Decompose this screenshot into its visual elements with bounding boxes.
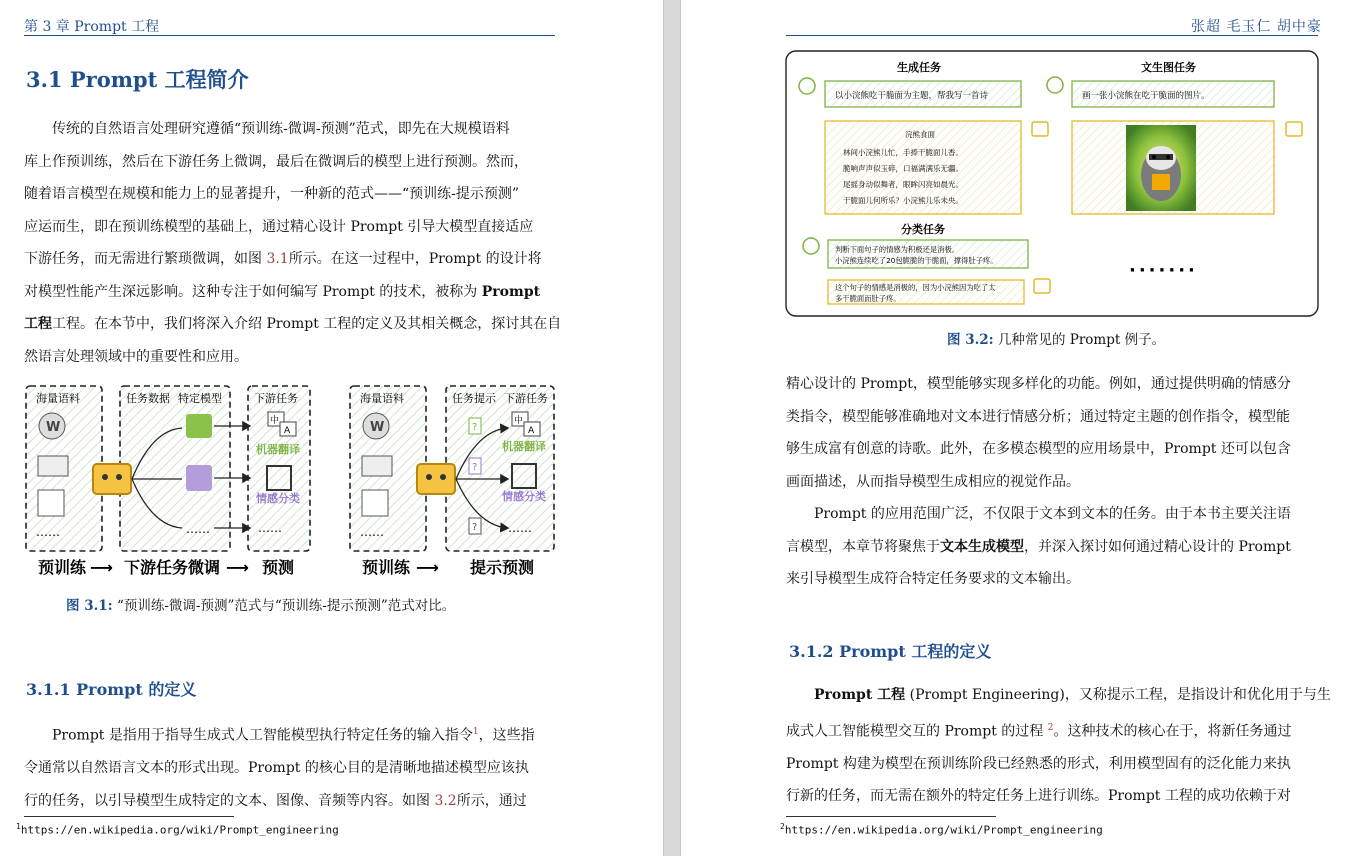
dots-label: …… xyxy=(36,525,60,539)
mt-label: 机器翻译 xyxy=(256,443,300,456)
text-line: Prompt 工程 (Prompt Engineering)，又称提示工程，是指设计和优化用于与生 xyxy=(814,687,1331,703)
text-line: 令通常以自然语言文本的形式出现。Prompt 的核心目的是清晰地描述模型应该执 xyxy=(24,760,529,777)
footnote-1: $^1$https://en.wikipedia.org/wiki/Prompt_engineering xyxy=(16,822,339,837)
running-header-left: 第 3 章 Prompt 工程 xyxy=(24,19,160,35)
task-prompt-label: 任务提示 xyxy=(452,392,496,405)
flow-prompt-predict: 提示预测 xyxy=(470,558,535,577)
left-page xyxy=(0,0,663,856)
text-line: 随着语言模型在规模和能力上的显著提升，一种新的范式——“预训练-提示预测” xyxy=(24,186,520,202)
engineering-paragraph xyxy=(786,679,1331,813)
user-smiley-icon xyxy=(799,78,815,94)
robot-icon xyxy=(93,464,131,494)
svg-text:⟶: ⟶ xyxy=(416,558,439,577)
user-smiley-icon xyxy=(1047,77,1063,93)
header-rule xyxy=(24,35,555,36)
text-line: Prompt 的应用范围广泛，不仅限于文本到文本的任务。由于本书主要关注语 xyxy=(814,506,1291,522)
figure-ref-link[interactable]: 3.2 xyxy=(434,792,457,809)
svg-text:⟶: ⟶ xyxy=(90,558,113,577)
t2i-task-title: 文生图任务 xyxy=(1141,61,1196,74)
robot-icon xyxy=(1032,122,1048,136)
intro-paragraph xyxy=(24,113,562,373)
text-line: 类指令，模型能够准确地对文本进行情感分析；通过特定主题的创作指令，模型能 xyxy=(786,408,1290,425)
svg-text:W: W xyxy=(370,420,385,435)
robot-icon xyxy=(417,464,455,494)
svg-text:以小浣熊吃干脆面为主题，帮我写一首诗: 以小浣熊吃干脆面为主题，帮我写一首诗 xyxy=(835,91,989,101)
more-examples-ellipsis: ······· xyxy=(1129,260,1198,281)
robot-icon xyxy=(1286,122,1302,136)
text-line: Prompt 构建为模型在预训练阶段已经熟悉的形式，利用模型固有的泛化能力来执 xyxy=(786,755,1291,772)
user-smiley-icon xyxy=(803,238,819,254)
figure-3-1 xyxy=(22,380,557,580)
text-line: 行新的任务，而无需在额外的特定任务上进行训练。Prompt 工程的成功依赖于对 xyxy=(786,788,1291,805)
text-line: 传统的自然语言处理研究遵循“预训练-微调-预测”范式，即先在大规模语料 xyxy=(52,121,510,137)
document-icon xyxy=(362,490,388,516)
svg-text:⟶: ⟶ xyxy=(226,558,249,577)
books-icon xyxy=(38,456,68,476)
subsection-title-312: 3.1.2 Prompt 工程的定义 xyxy=(789,642,992,661)
footnote-link[interactable]: https://en.wikipedia.org/wiki/Prompt_engineering xyxy=(784,823,1103,837)
task-data-label: 任务数据 xyxy=(126,392,170,405)
svg-text:……: …… xyxy=(186,522,210,536)
svg-text:干脆面儿何所乐？小浣熊儿乐未央。: 干脆面儿何所乐？小浣熊儿乐未央。 xyxy=(843,196,963,205)
figure-ref-link[interactable]: 3.1 xyxy=(266,251,289,267)
sentiment-label: 情感分类 xyxy=(256,492,300,505)
text-line: 对模型性能产生深远影响。这种专注于如何编写 Prompt 的技术，被称为 Prompt xyxy=(24,283,541,300)
svg-text:……: …… xyxy=(360,525,384,539)
svg-text:?: ? xyxy=(472,462,478,473)
svg-text:画一张小浣熊在吃干脆面的图片。: 画一张小浣熊在吃干脆面的图片。 xyxy=(1082,91,1210,101)
svg-text:中: 中 xyxy=(514,416,524,426)
text-line: 来引导模型生成符合特定任务要求的文本输出。 xyxy=(786,571,1080,587)
text-line: 然语言处理领域中的重要性和应用。 xyxy=(24,348,248,365)
svg-text:判断下面句子的情感为积极还是消极。: 判断下面句子的情感为积极还是消极。 xyxy=(835,245,960,254)
figure-3-2-caption: 图 3.2: 几种常见的 Prompt 例子。 xyxy=(947,332,1166,348)
subsection-title-311: 3.1.1 Prompt 的定义 xyxy=(26,680,197,699)
svg-text:尾摇身动似舞者，眼眸闪亮如晨光。: 尾摇身动似舞者，眼眸闪亮如晨光。 xyxy=(843,180,963,189)
figure-3-1-caption: 图 3.1: “预训练-微调-预测”范式与“预训练-提示预测”范式对比。 xyxy=(66,598,456,614)
svg-text:脆响声声似玉碎，口福满满乐无疆。: 脆响声声似玉碎，口福满满乐无疆。 xyxy=(843,164,963,173)
svg-text:预训练: 预训练 xyxy=(362,558,411,577)
text-line: 精心设计的 Prompt，模型能够实现多样化的功能。例如，通过提供明确的情感分 xyxy=(786,376,1291,392)
svg-text:?: ? xyxy=(472,522,478,533)
header-rule xyxy=(786,35,1318,36)
cls-task-title: 分类任务 xyxy=(901,223,945,236)
flow-finetune: 下游任务微调 xyxy=(124,558,221,577)
flow-pretrain: 预训练 xyxy=(38,558,87,577)
svg-text:……: …… xyxy=(258,521,282,535)
svg-text:林间小浣熊儿忙，手捧干脆面儿香。: 林间小浣熊儿忙，手捧干脆面儿香。 xyxy=(843,148,963,157)
footnote-rule xyxy=(786,816,996,817)
wikipedia-glyph: W xyxy=(46,420,61,435)
section-title: 3.1 Prompt 工程简介 xyxy=(26,67,249,92)
specific-model-label: 特定模型 xyxy=(178,392,222,405)
svg-text:A: A xyxy=(528,426,535,436)
svg-text:海量语料: 海量语料 xyxy=(360,392,404,405)
svg-text:……: …… xyxy=(508,521,532,535)
text-line: 工程工程。在本节中，我们将深入介绍 Prompt 工程的定义及其相关概念，探讨其在自 xyxy=(24,316,562,332)
running-header-right: 张超 毛玉仁 胡中豪 xyxy=(1191,19,1322,35)
svg-text:下游任务: 下游任务 xyxy=(504,392,548,405)
footnote-sup[interactable]: 2 xyxy=(1047,722,1054,733)
svg-text:机器翻译: 机器翻译 xyxy=(502,440,546,453)
text-line: 行的任务，以引导模型生成特定的文本、图像、音频等内容。如图 3.2所示，通过 xyxy=(24,792,527,809)
figure-3-2 xyxy=(785,50,1319,318)
figure-followup-paragraph xyxy=(786,368,1318,596)
model-purple-icon xyxy=(186,465,212,491)
svg-text:中: 中 xyxy=(270,416,280,426)
footnote-rule xyxy=(24,816,234,817)
footnote-link[interactable]: https://en.wikipedia.org/wiki/Prompt_engineering xyxy=(20,823,339,837)
text-line: 库上作预训练，然后在下游任务上微调，最后在微调后的模型上进行预测。然而， xyxy=(24,153,528,170)
document-icon xyxy=(38,490,64,516)
text-line: 言模型，本章节将聚焦于文本生成模型，并深入探讨如何通过精心设计的 Prompt xyxy=(786,538,1291,555)
svg-text:小浣熊连续吃了20包脆脆的干脆面，撑得肚子疼。: 小浣熊连续吃了20包脆脆的干脆面，撑得肚子疼。 xyxy=(835,256,998,265)
text-line: 成式人工智能模型交互的 Prompt 的过程 $^2$。这种技术的核心在于，将新任务通过 xyxy=(786,722,1292,740)
definition-paragraph xyxy=(24,716,555,817)
corpus-label: 海量语料 xyxy=(36,392,80,405)
svg-text:这个句子的情感是消极的，因为小浣熊因为吃了太: 这个句子的情感是消极的，因为小浣熊因为吃了太 xyxy=(835,283,996,292)
robot-icon xyxy=(1034,279,1050,293)
text-line: 画面描述，从而指导模型生成相应的视觉作品。 xyxy=(786,473,1080,490)
svg-text:浣熊食面: 浣熊食面 xyxy=(905,130,935,139)
svg-text:?: ? xyxy=(472,422,478,433)
svg-text:A: A xyxy=(284,426,291,436)
books-icon xyxy=(362,456,392,476)
right-page xyxy=(681,0,1357,856)
downstream-label: 下游任务 xyxy=(254,392,298,405)
flow-predict: 预测 xyxy=(262,558,295,577)
gen-task-title: 生成任务 xyxy=(897,61,941,74)
page-gutter xyxy=(663,0,681,856)
footnote-2: $^2$https://en.wikipedia.org/wiki/Prompt_engineering xyxy=(780,822,1103,837)
text-line: 够生成富有创意的诗歌。此外，在多模态模型的应用场景中，Prompt 还可以包含 xyxy=(786,441,1291,457)
text-line: 应运而生，即在预训练模型的基础上，通过精心设计 Prompt 引导大模型直接适应 xyxy=(24,218,534,235)
text-line: 下游任务，而无需进行繁琐微调，如图 3.1所示。在这一过程中，Prompt 的设计将 xyxy=(24,251,542,267)
footnote-sup[interactable]: 1 xyxy=(472,727,479,737)
model-green-icon xyxy=(186,414,212,438)
svg-text:多干脆面而肚子疼。: 多干脆面而肚子疼。 xyxy=(835,294,901,303)
svg-text:情感分类: 情感分类 xyxy=(502,490,546,503)
text-line: Prompt 是指用于指导生成式人工智能模型执行特定任务的输入指令$^1$，这些指 xyxy=(52,727,535,744)
